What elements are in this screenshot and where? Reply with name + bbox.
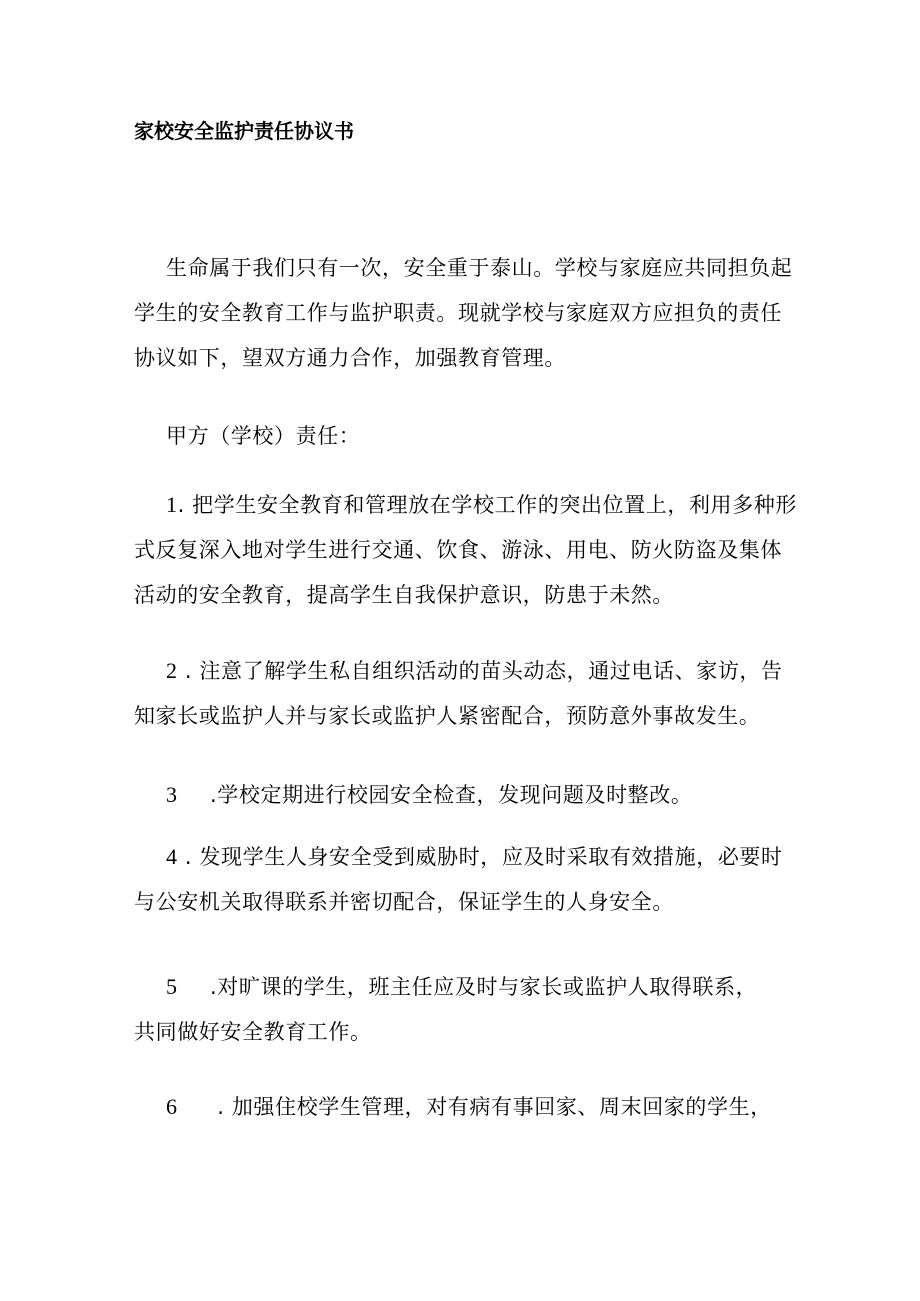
item-2-first-line (134, 648, 794, 694)
item-number: 1 (166, 492, 178, 517)
party-a-heading (134, 414, 794, 459)
item-number: 6 (166, 1094, 178, 1119)
item-text: . 加强住校学生管理，对有病有事回家、周末回家的学生， (210, 1095, 772, 1119)
item-line: 式反复深入地对学生进行交通、饮食、游泳、用电、防火防盗及集体 (134, 538, 782, 562)
party-a-heading-text: 甲方（学校）责任： (166, 424, 361, 448)
item-text: . 注意了解学生私自组织活动的苗头动态，通过电话、家访，告 (177, 659, 783, 683)
item-6 (134, 1084, 794, 1130)
item-number: 2 (166, 658, 178, 683)
item-2 (134, 648, 794, 739)
item-line: 共同做好安全教育工作。 (134, 1020, 372, 1044)
item-line: 活动的安全教育，提高学生自我保护意识，防患于未然。 (134, 583, 674, 607)
intro-paragraph (134, 246, 794, 381)
item-3 (134, 772, 794, 818)
item-text: . 发现学生人身安全受到威胁时，应及时采取有效措施，必要时 (177, 845, 783, 869)
document-title: 家校安全监护责任协议书 (134, 119, 354, 143)
item-number: 5 (166, 974, 178, 999)
item-1-first-line (134, 482, 797, 528)
item-1 (134, 482, 797, 618)
item-number: 4 (166, 844, 178, 869)
item-text: .对旷课的学生，班主任应及时与家长或监护人取得联系， (210, 975, 758, 999)
intro-line: 协议如下，望双方通力合作，加强教育管理。 (134, 346, 566, 370)
item-line: 知家长或监护人并与家长或监护人紧密配合，预防意外事故发生。 (134, 704, 761, 728)
item-5 (134, 964, 794, 1055)
item-4 (134, 834, 794, 925)
intro-line: 生命属于我们只有一次，安全重于泰山。学校与家庭应共同担负起 (166, 256, 793, 280)
item-text: .学校定期进行校园安全检查，发现问题及时整改。 (210, 783, 693, 807)
item-number: 3 (166, 782, 178, 807)
item-text: . 把学生安全教育和管理放在学校工作的突出位置上，利用多种形 (177, 493, 797, 517)
intro-line: 学生的安全教育工作与监护职责。现就学校与家庭双方应担负的责任 (134, 301, 782, 325)
item-6-first-line (134, 1084, 794, 1130)
item-4-first-line (134, 834, 794, 880)
item-line: 与公安机关取得联系并密切配合，保证学生的人身安全。 (134, 890, 674, 914)
item-5-first-line (134, 964, 794, 1010)
item-3-first-line (134, 772, 794, 818)
